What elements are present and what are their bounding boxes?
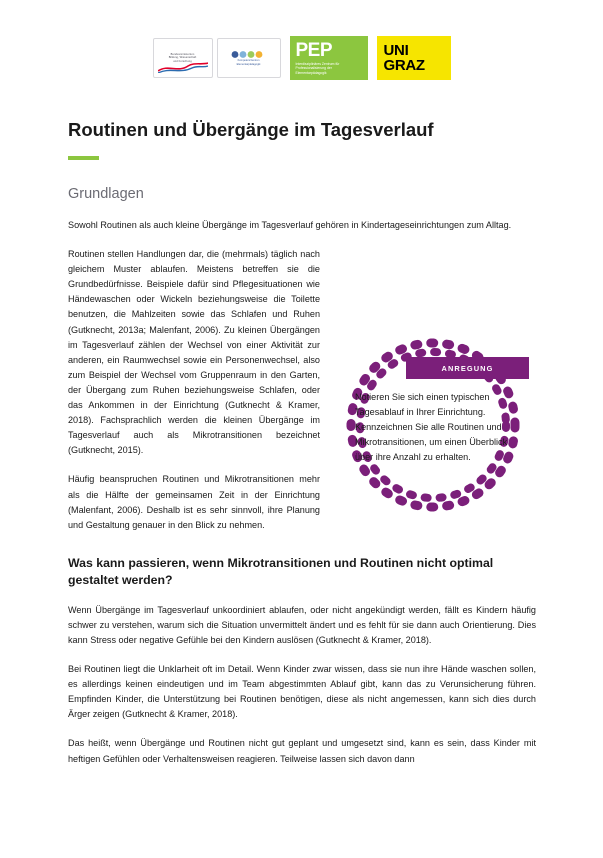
uni-graz-logo-line-2: GRAZ bbox=[383, 57, 425, 74]
paragraph-uebergaenge: Wenn Übergänge im Tagesverlauf unkoordiniert ablaufen, oder nicht angekündigt werden, fällt es Kindern häufig schwer zu verstehen, warum sich die Situation unvermittelt ändert und es fehlt für sie dann auch Orientierung. Dies kann Stress oder negative Gefühle bei den Kindern auslösen (Gutknecht & Kramer, 2018). bbox=[68, 604, 536, 645]
pep-logo bbox=[290, 36, 368, 80]
bmbwf-logo bbox=[153, 38, 213, 78]
callout-body-text: Notieren Sie sich einen typischen Tagesablauf in Ihrer Einrichtung. Kennzeichnen Sie alle Routinen und Mikrotransitionen, um einen Überblick über ihre Anzahl zu erhalten. bbox=[355, 392, 508, 463]
kompetenzzentren-logo bbox=[217, 38, 281, 78]
kompetenzzentren-logo-line-1: Kompetenzzentren bbox=[237, 59, 260, 63]
uni-graz-logo-line-1: UNI bbox=[383, 42, 409, 59]
logo-bar bbox=[0, 32, 603, 84]
status-badge bbox=[406, 357, 529, 379]
bmbwf-logo-line-3: und Forschung bbox=[173, 59, 192, 63]
paragraph-intro: Sowohl Routinen als auch kleine Übergänge im Tagesverlauf gehören in Kindertageseinrichtungen zum Alltag. bbox=[68, 220, 512, 230]
bmbwf-logo-line-1: Bundesministerium bbox=[170, 52, 195, 56]
uni-graz-logo bbox=[377, 36, 451, 80]
paragraph-folgen: Das heißt, wenn Übergänge und Routinen nicht gut geplant und umgesetzt sind, kann es sein, dass Kinder mit heftigen Gefühlen oder Verhaltensweisen reagieren. Teilweise lassen sich davon dann bbox=[68, 738, 536, 764]
pep-logo-subtitle: Interdisziplinäres Zentrum für Professionalisierung der Elementarpädagogik bbox=[295, 62, 340, 75]
subheading-was-kann-passieren: Was kann passieren, wenn Mikrotransitionen und Routinen nicht optimal gestaltet werden? bbox=[68, 555, 494, 587]
kompetenzzentren-logo-line-2: Elementarpädagogik bbox=[236, 62, 261, 66]
ministry-logo-group bbox=[153, 36, 281, 80]
section-heading-grundlagen: Grundlagen bbox=[68, 186, 144, 202]
page-title: Routinen und Übergänge im Tagesverlauf bbox=[68, 119, 434, 140]
bmbwf-logo-line-2: Bildung, Wissenschaft bbox=[168, 56, 197, 60]
pep-logo-word: PEP bbox=[295, 40, 333, 62]
callout-anregung bbox=[320, 333, 546, 518]
callout-badge-label: ANREGUNG bbox=[441, 363, 494, 373]
title-underline-rule bbox=[68, 156, 99, 160]
paragraph-haeufigkeit: Häufig beanspruchen Routinen und Mikrotransitionen mehr als die Hälfte der gemeinsamen Zeit in der Einrichtung (Malenfant, 2006). Deshalb ist es sehr sinnvoll, ihre Planung und Gestaltung genauer in den Blick zu nehmen. bbox=[68, 474, 320, 530]
paragraph-routinen: Routinen stellen Handlungen dar, die (mehrmals) täglich nach gleichem Muster ablaufen. Meistens betreffen sie die Grundbedürfnisse. Beispiele dafür sind Pflegesituationen wie Händewaschen oder Wickeln beziehungsweise die Toilette benutzen, die Mahlzeiten sowie das Schlafen und Ruhen (Gutknecht, 2013a; Malenfant, 2006). Zu kleinen Übergängen im Tagesverlauf zählen der Wechsel von einer Aktivität zur anderen, ein Raumwechsel sowie ein Personenwechsel, also zum Beispiel der Wechsel vom Gruppenraum in den Garten, der Übergang zum Ruhen beziehungsweise Schlafen, oder das Ankommen in der Einrichtung (Gutknecht & Kramer, 2018). Fachsprachlich werden die kleinen Übergänge im Tagesverlauf auch als Mikrotransitionen bezeichnet (Gutknecht, 2015). bbox=[68, 249, 320, 456]
kompetenzzentren-mark-icon bbox=[229, 50, 269, 59]
paragraph-routinen-detail: Bei Routinen liegt die Unklarheit oft im Detail. Wenn Kinder zwar wissen, dass sie nun ihre Hände waschen sollen, es allerdings keinen eindeutigen und im Team abgestimmten Ablauf gibt, kann das zu Verunsicherung führen. Empfinden Kinder, die Unterstützung bei Routinen benötigen, diese als nicht angemessen, kann sich dies durch Ärger zeigen (Gutknecht & Kramer, 2018). bbox=[68, 664, 536, 720]
